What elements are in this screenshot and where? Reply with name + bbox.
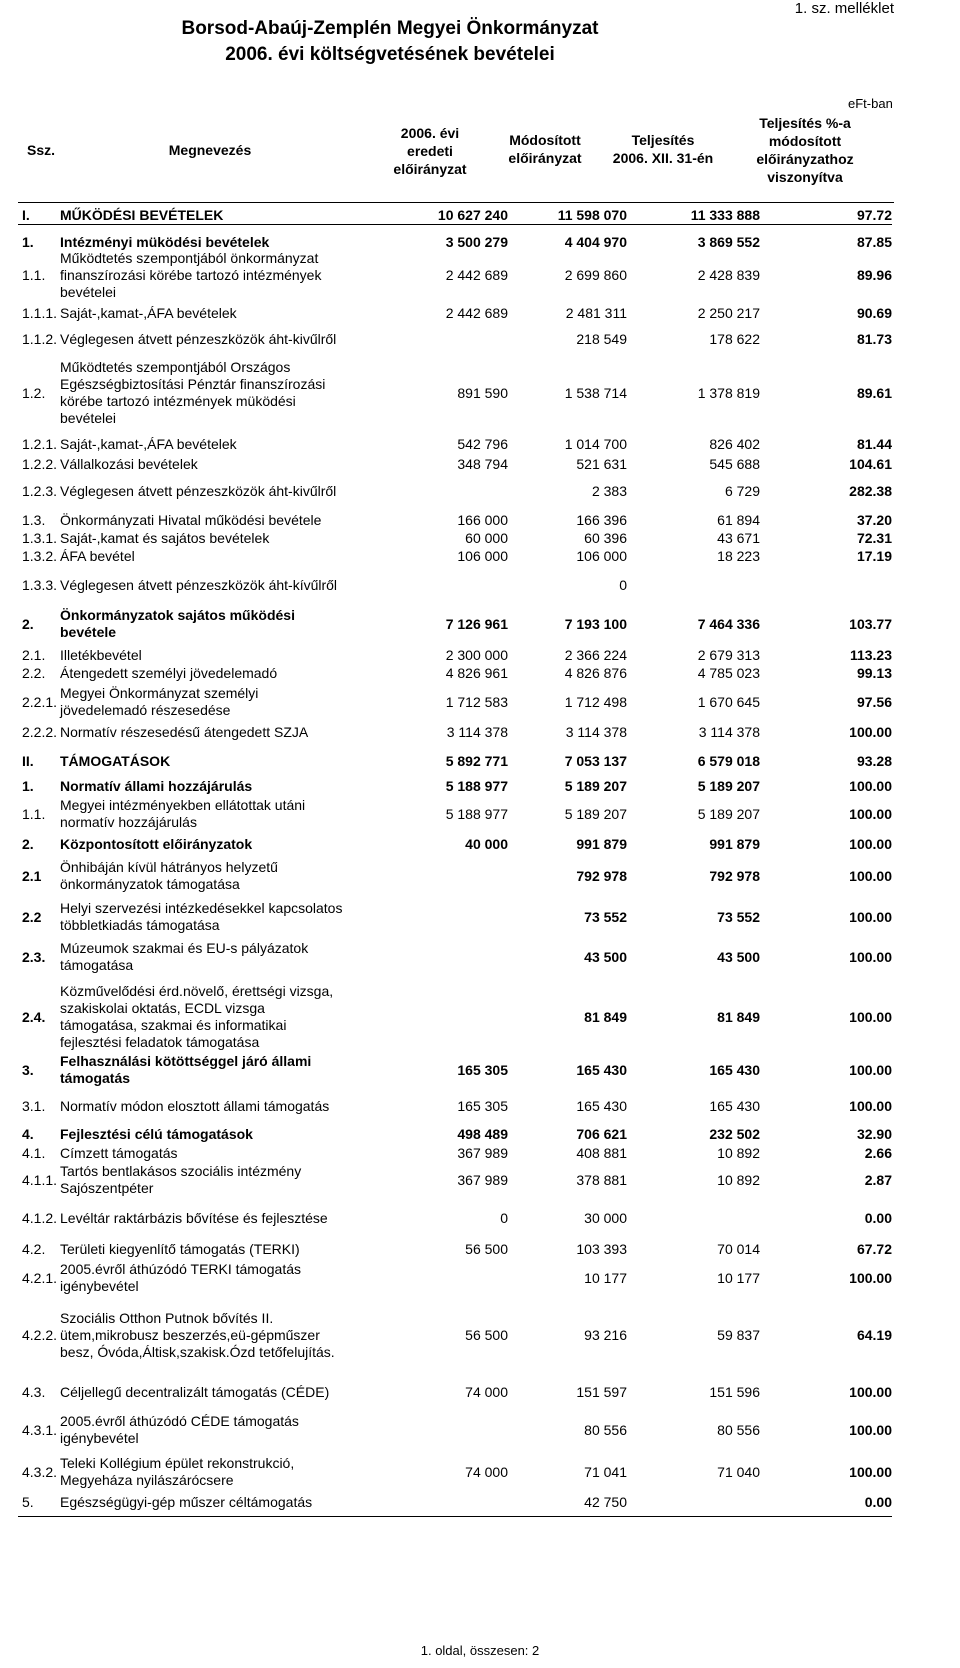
row-percent: [770, 572, 892, 598]
row-name: Önkormányzati Hivatal működési bevétele: [60, 511, 322, 528]
row-number: 4.3.1.: [22, 1421, 58, 1438]
row-percent: 100.00: [849, 1269, 892, 1286]
row-modified-value: 3 114 378: [565, 723, 627, 740]
row-actual-value: 59 837: [717, 1326, 760, 1343]
row-original-value: 74 000: [465, 1383, 508, 1400]
row-modified-value: 166 396: [576, 511, 627, 528]
row-name: Működtetés szempontjából önkormányzat finanszírozási körébe tartozó intézmények bevételei: [60, 249, 322, 300]
row-percent: 100.00: [849, 1383, 892, 1400]
row-original-value: 5 188 977: [445, 805, 508, 822]
row-actual-value: 545 688: [709, 455, 760, 472]
row-number: 1.1.1.: [22, 304, 58, 321]
row-percent: 93.28: [856, 752, 892, 769]
row-original-value: 5 188 977: [445, 777, 508, 794]
row-percent: 67.72: [856, 1240, 892, 1257]
row-percent: 0.00: [864, 1209, 892, 1226]
row-number: 1.3.3.: [22, 576, 58, 593]
row-percent: 97.72: [856, 207, 892, 223]
row-number: 1.2.: [22, 384, 46, 401]
row-actual-value: 70 014: [717, 1240, 760, 1257]
row-original-value: 367 989: [457, 1144, 508, 1161]
row-actual-value: 3 114 378: [698, 723, 760, 740]
row-actual-value: 3 869 552: [697, 233, 760, 250]
row-actual-value: 178 622: [709, 330, 760, 347]
row-modified-value: 378 881: [576, 1171, 627, 1188]
row-original-value: 166 000: [457, 511, 508, 528]
row-modified-value: 10 177: [584, 1269, 627, 1286]
row-actual-value: 232 502: [709, 1125, 760, 1142]
row-original-value: 60 000: [465, 529, 508, 546]
row-actual-value: 71 040: [717, 1463, 760, 1480]
row-percent: 87.85: [856, 233, 892, 250]
row-modified-value: 5 189 207: [564, 805, 627, 822]
row-original-value: 0: [500, 1209, 508, 1226]
row-name: Tartós bentlakásos szociális intézmény Sajószentpéter: [60, 1163, 302, 1196]
row-modified-value: 106 000: [576, 547, 627, 564]
row-name: Véglegesen átvett pénzeszközök áht-kívűlről: [60, 576, 338, 593]
row-percent: 100.00: [849, 835, 892, 852]
row-percent: 72.31: [856, 529, 892, 546]
row-original-value: 56 500: [465, 1240, 508, 1257]
row-number: 1.3.: [22, 511, 46, 528]
row-modified-value: 1 712 498: [564, 693, 627, 710]
row-percent: 89.96: [856, 266, 892, 283]
row-original-value: 1 712 583: [445, 693, 508, 710]
row-actual-value: 792 978: [709, 867, 760, 884]
row-actual-value: 6 579 018: [697, 752, 760, 769]
row-percent: 32.90: [856, 1125, 892, 1142]
row-number: 2.2: [22, 908, 42, 925]
unit-label: eFt-ban: [848, 96, 893, 111]
row-modified-value: 218 549: [576, 330, 627, 347]
row-number: 4.3.2.: [22, 1463, 58, 1480]
row-original-value: 7 126 961: [445, 615, 508, 632]
row-name: Véglegesen átvett pénzeszközök áht-kivűlről: [60, 482, 337, 499]
row-name: Vállalkozási bevételek: [60, 455, 198, 472]
row-percent: 100.00: [849, 1061, 892, 1078]
row-modified-value: 165 430: [576, 1097, 627, 1114]
row-number: 4.1.2.: [22, 1209, 58, 1226]
row-number: 4.2.1.: [22, 1269, 58, 1286]
row-actual-value: 4 785 023: [697, 664, 760, 681]
table-divider: [18, 1516, 892, 1517]
row-original-value: 10 627 240: [437, 207, 508, 223]
row-number: 2.2.2.: [22, 723, 58, 740]
row-percent: 100.00: [849, 1421, 892, 1438]
row-number: 2.1: [22, 867, 42, 884]
row-percent: 17.19: [856, 547, 892, 564]
row-percent: 81.73: [856, 330, 892, 347]
row-actual-value: 81 849: [717, 1008, 760, 1025]
row-number: 1.2.1.: [22, 435, 58, 452]
row-percent: 104.61: [849, 455, 892, 472]
row-number: 2.4.: [22, 1008, 46, 1025]
row-percent: 282.38: [849, 482, 892, 499]
row-modified-value: 151 597: [576, 1383, 627, 1400]
row-original-value: 3 114 378: [446, 723, 508, 740]
row-original-value: 165 305: [457, 1061, 508, 1078]
row-original-value: 891 590: [457, 384, 508, 401]
row-percent: 64.19: [856, 1326, 892, 1343]
row-modified-value: 2 366 224: [564, 646, 627, 663]
row-number: 1.3.2.: [22, 547, 58, 564]
row-name: Szociális Otthon Putnok bővítés II. ütem,mikrobusz beszerzés,eü-gépműszer besz, Óvóda,Áltisk,szakisk.Ózd tetőfelujítás.: [60, 1309, 335, 1360]
row-original-value: 498 489: [457, 1125, 508, 1142]
row-number: 2.: [22, 835, 34, 852]
row-modified-value: 4 404 970: [564, 233, 627, 250]
row-actual-value: 2 250 217: [697, 304, 760, 321]
row-number: 1.2.3.: [22, 482, 58, 499]
col-header-original: 2006. évi eredeti előirányzat: [393, 125, 467, 177]
row-original-value: [400, 978, 508, 1056]
row-percent: 97.56: [856, 693, 892, 710]
row-original-value: 367 989: [457, 1171, 508, 1188]
row-original-value: 74 000: [465, 1463, 508, 1480]
row-name: Teleki Kollégium épület rekonstrukció, Megyeháza nyilászárócsere: [60, 1455, 295, 1488]
row-name: Levéltár raktárbázis bővítése és fejlesztése: [60, 1209, 328, 1226]
row-actual-value: 10 892: [717, 1171, 760, 1188]
row-modified-value: 81 849: [584, 1008, 627, 1025]
row-original-value: 3 500 279: [445, 233, 508, 250]
row-name: Önkormányzatok sajátos működési bevétele: [60, 607, 295, 640]
col-header-modified: Módosított előirányzat: [508, 132, 582, 166]
row-number: 1.1.: [22, 805, 46, 822]
row-modified-value: 11 598 070: [557, 207, 627, 223]
row-original-value: 2 442 689: [445, 304, 508, 321]
row-percent: 100.00: [849, 777, 892, 794]
row-modified-value: 792 978: [576, 867, 627, 884]
row-modified-value: 93 216: [584, 1326, 627, 1343]
row-original-value: 40 000: [465, 835, 508, 852]
row-original-value: [400, 478, 508, 504]
row-name: Normatív módon elosztott állami támogatás: [60, 1097, 330, 1114]
row-percent: 100.00: [849, 867, 892, 884]
row-number: 4.2.: [22, 1240, 46, 1257]
row-modified-value: 5 189 207: [564, 777, 627, 794]
row-actual-value: 1 670 645: [697, 693, 760, 710]
row-name: 2005.évről áthúzódó TERKI támogatás igénybevétel: [60, 1261, 302, 1294]
row-original-value: [400, 1492, 508, 1512]
row-number: 1.3.1.: [22, 529, 58, 546]
row-modified-value: 30 000: [584, 1209, 627, 1226]
row-number: 3.: [22, 1061, 34, 1078]
row-modified-value: 165 430: [576, 1061, 627, 1078]
row-number: 1.1.2.: [22, 330, 58, 347]
row-percent: 100.00: [849, 908, 892, 925]
row-percent: 100.00: [849, 1008, 892, 1025]
row-actual-value: 1 378 819: [697, 384, 760, 401]
row-name: Véglegesen átvett pénzeszközök áht-kivűlről: [60, 330, 337, 347]
row-name: Közművelődési érd.növelő, érettségi vizsga, szakiskolai oktatás, ECDL vizsga támogatása, szakmai és informatikai fejlesztési feladatok támogatása: [60, 983, 334, 1050]
row-name: Központosított előirányzatok: [60, 835, 253, 852]
row-name: Múzeumok szakmai és EU-s pályázatok támogatása: [60, 940, 309, 973]
row-original-value: 2 300 000: [445, 646, 508, 663]
row-number: 4.1.1.: [22, 1171, 58, 1188]
row-actual-value: [640, 572, 760, 598]
row-name: Saját-,kamat-,ÁFA bevételek: [60, 304, 237, 321]
row-modified-value: 0: [619, 576, 627, 593]
row-modified-value: 60 396: [584, 529, 627, 546]
row-name: Normatív részesedésű átengedett SZJA: [60, 723, 309, 740]
row-modified-value: 706 621: [576, 1125, 627, 1142]
row-modified-value: 1 014 700: [564, 435, 627, 452]
row-percent: 113.23: [849, 646, 892, 663]
row-percent: 90.69: [856, 304, 892, 321]
row-number: 4.: [22, 1125, 34, 1142]
row-number: 2.2.1.: [22, 693, 58, 710]
row-number: I.: [22, 207, 30, 223]
row-modified-value: 7 053 137: [564, 752, 627, 769]
row-actual-value: 2 428 839: [697, 266, 760, 283]
row-name: Saját-,kamat-,ÁFA bevételek: [60, 435, 237, 452]
row-modified-value: 71 041: [584, 1463, 627, 1480]
row-modified-value: 521 631: [576, 455, 627, 472]
row-name: ÁFA bevétel: [60, 547, 135, 564]
row-actual-value: 43 671: [717, 529, 760, 546]
row-number: 1.2.2.: [22, 455, 58, 472]
row-actual-value: 18 223: [717, 547, 760, 564]
row-actual-value: [640, 1492, 760, 1512]
row-number: 1.1.: [22, 266, 46, 283]
row-percent: 100.00: [849, 948, 892, 965]
row-number: 4.1.: [22, 1144, 46, 1161]
row-original-value: [400, 572, 508, 598]
row-original-value: [400, 856, 508, 896]
row-name: Céljellegű decentralizált támogatás (CÉDE): [60, 1383, 330, 1400]
row-name: Intézményi müködési bevételek: [60, 233, 270, 250]
row-actual-value: 80 556: [717, 1421, 760, 1438]
row-number: 4.2.2.: [22, 1326, 58, 1343]
row-name: 2005.évről áthúzódó CÉDE támogatás igénybevétel: [60, 1413, 299, 1446]
table-divider: [18, 224, 892, 225]
row-original-value: [400, 1410, 508, 1450]
row-percent: 37.20: [856, 511, 892, 528]
row-original-value: 2 442 689: [445, 266, 508, 283]
row-number: II.: [22, 752, 34, 769]
row-name: Önhibáján kívül hátrányos helyzetű önkormányzatok támogatása: [60, 859, 278, 892]
row-modified-value: 73 552: [584, 908, 627, 925]
row-number: 1.: [22, 233, 34, 250]
row-actual-value: 826 402: [709, 435, 760, 452]
col-header-ssz: Ssz.: [26, 142, 55, 158]
row-modified-value: 408 881: [576, 1144, 627, 1161]
annex-label: 1. sz. melléklet: [794, 0, 894, 17]
row-name: MŰKÖDÉSI BEVÉTELEK: [60, 207, 224, 223]
row-number: 4.3.: [22, 1383, 46, 1400]
row-name: Átengedett személyi jövedelemadó: [60, 664, 278, 681]
row-original-value: [400, 1258, 508, 1298]
row-modified-value: 991 879: [576, 835, 627, 852]
row-number: 3.1.: [22, 1097, 46, 1114]
row-name: Normatív állami hozzájárulás: [60, 777, 253, 794]
row-name: Egészségügyi-gép műszer céltámogatás: [60, 1493, 313, 1510]
row-modified-value: 2 383: [591, 482, 627, 499]
row-original-value: [400, 897, 508, 937]
row-percent: 100.00: [849, 723, 892, 740]
row-name: TÁMOGATÁSOK: [60, 752, 171, 769]
row-modified-value: 1 538 714: [564, 384, 627, 401]
row-percent: 100.00: [849, 1097, 892, 1114]
row-actual-value: 991 879: [709, 835, 760, 852]
row-actual-value: 11 333 888: [690, 207, 760, 223]
row-number: 5.: [22, 1493, 34, 1510]
row-percent: 103.77: [849, 615, 892, 632]
page-footer: 1. oldal, összesen: 2: [420, 1643, 540, 1658]
row-original-value: 348 794: [457, 455, 508, 472]
row-original-value: 165 305: [457, 1097, 508, 1114]
row-modified-value: 42 750: [584, 1493, 627, 1510]
row-percent: 100.00: [849, 1463, 892, 1480]
row-original-value: 4 826 961: [445, 664, 508, 681]
row-actual-value: 165 430: [709, 1097, 760, 1114]
row-actual-value: 10 892: [717, 1144, 760, 1161]
row-actual-value: 43 500: [717, 948, 760, 965]
row-name: Felhasználási kötöttséggel járó állami támogatás: [60, 1053, 312, 1086]
row-modified-value: 43 500: [584, 948, 627, 965]
row-name: Helyi szervezési intézkedésekkel kapcsolatos többletkiadás támogatása: [60, 900, 343, 933]
row-percent: 99.13: [856, 664, 892, 681]
row-actual-value: 5 189 207: [697, 805, 760, 822]
row-number: 2.: [22, 615, 34, 632]
row-modified-value: 2 699 860: [564, 266, 627, 283]
row-original-value: 106 000: [457, 547, 508, 564]
row-percent: 0.00: [864, 1493, 892, 1510]
row-original-value: 542 796: [457, 435, 508, 452]
row-actual-value: 165 430: [709, 1061, 760, 1078]
row-name: Megyei Önkormányzat személyi jövedelemadó részesedése: [60, 685, 259, 718]
row-original-value: 56 500: [465, 1326, 508, 1343]
row-actual-value: 6 729: [724, 482, 760, 499]
row-name: Címzett támogatás: [60, 1144, 178, 1161]
row-actual-value: 151 596: [709, 1383, 760, 1400]
row-modified-value: 4 826 876: [564, 664, 627, 681]
row-actual-value: [640, 1207, 760, 1229]
row-actual-value: 2 679 313: [697, 646, 760, 663]
row-percent: 2.87: [864, 1171, 892, 1188]
page-title-line2: 2006. évi költségvetésének bevételei: [225, 44, 555, 65]
row-name: Saját-,kamat és sajátos bevételek: [60, 529, 270, 546]
row-actual-value: 7 464 336: [697, 615, 760, 632]
page-title-line1: Borsod-Abaúj-Zemplén Megyei Önkormányzat: [181, 18, 599, 39]
row-number: 2.3.: [22, 948, 46, 965]
row-actual-value: 5 189 207: [697, 777, 760, 794]
row-original-value: [400, 937, 508, 977]
row-modified-value: 7 193 100: [564, 615, 627, 632]
row-name: Területi kiegyenlítő támogatás (TERKI): [60, 1240, 300, 1257]
row-modified-value: 2 481 311: [565, 304, 627, 321]
row-name: Fejlesztési célú támogatások: [60, 1125, 253, 1142]
row-actual-value: 10 177: [717, 1269, 760, 1286]
row-number: 2.2.: [22, 664, 46, 681]
row-actual-value: 73 552: [717, 908, 760, 925]
row-number: 1.: [22, 777, 34, 794]
row-original-value: [400, 326, 508, 352]
col-header-actual: Teljesítés 2006. XII. 31-én: [612, 132, 714, 166]
row-number: 2.1.: [22, 646, 46, 663]
row-percent: 89.61: [856, 384, 892, 401]
row-percent: 81.44: [856, 435, 892, 452]
row-original-value: 5 892 771: [445, 752, 508, 769]
row-modified-value: 80 556: [584, 1421, 627, 1438]
row-name: Illetékbevétel: [60, 646, 142, 663]
row-name: Megyei intézményekben ellátottak utáni normatív hozzájárulás: [60, 797, 306, 830]
col-header-percent: Teljesítés %-a módosított előirányzathoz viszonyítva: [756, 115, 854, 185]
row-actual-value: 61 894: [717, 511, 760, 528]
row-name: Működtetés szempontjából Országos Egészségbiztosítási Pénztár finanszírozási körébe tartozó intézmények müködési bevételei: [60, 359, 326, 426]
row-percent: 100.00: [849, 805, 892, 822]
col-header-name: Megnevezés: [168, 142, 252, 158]
row-percent: 2.66: [864, 1144, 892, 1161]
row-modified-value: 103 393: [576, 1240, 627, 1257]
